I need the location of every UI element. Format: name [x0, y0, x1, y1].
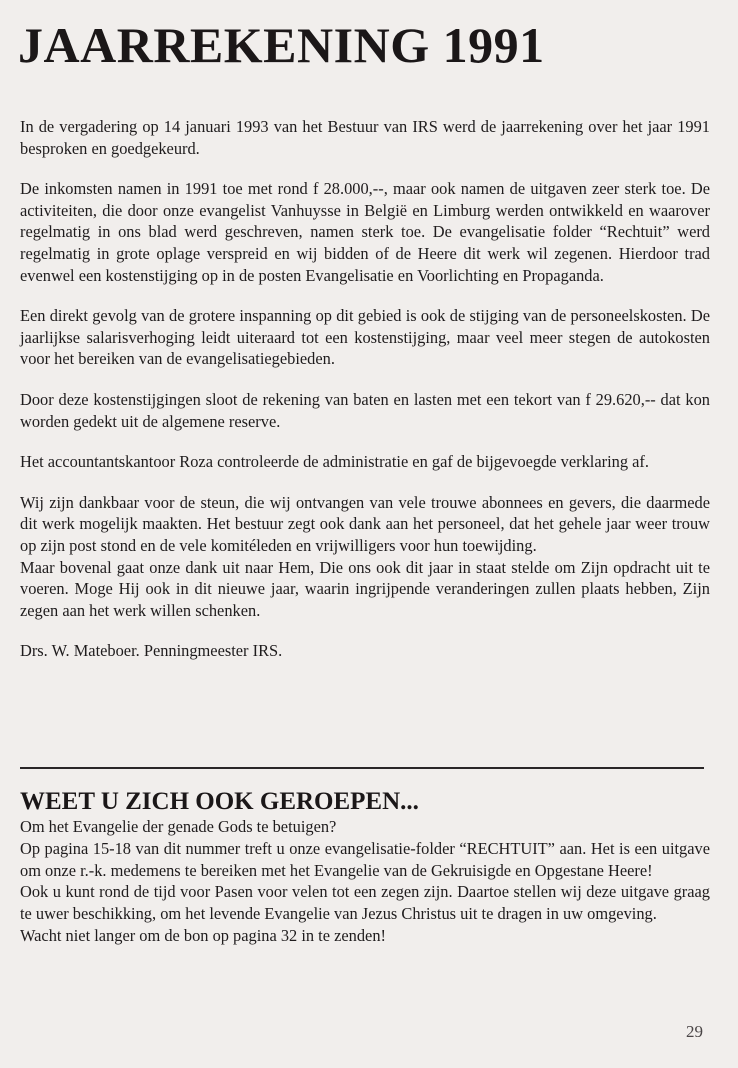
signature: Drs. W. Mateboer. Penningmeester IRS. [20, 641, 283, 661]
gratitude-paragraph: Maar bovenal gaat onze dank uit naar Hem, Die ons ook dit jaar in staat stelde om Zijn opdracht uit te voeren. Moge Hij ook in dit nieuwe jaar, waarin ingrijpende veranderingen zullen plaats hebben, Zijn zegen aan het werk willen schenken. [20, 557, 710, 620]
section-line: Ook u kunt rond de tijd voor Pasen voor velen tot een zegen zijn. Daartoe stellen wij deze uitgave graag te uwer beschikking, om het levende Evangelie van Jezus Christus uit te dragen in uw omgeving. [20, 882, 710, 924]
thanks-paragraph: Wij zijn dankbaar voor de steun, die wij ontvangen van vele trouwe abonnees en gevers, die daarmede dit werk mogelijk maakten. Het bestuur zegt ook dank aan het personeel, dat het gehele jaar weer trouw op zijn post stond en de vele komitéleden en vrijwilligers voor hun toewijding. [20, 492, 710, 555]
section-line: Op pagina 15-18 van dit nummer treft u onze evangelisatie-folder “RECHTUIT” aan. Het is een uitgave om onze r.-k. medemens te bereiken met het Evangelie van de Gekruisigde en Opgestane Heere! [20, 838, 710, 880]
section-title: WEET U ZICH OOK GEROEPEN... [20, 788, 419, 815]
section-line: Om het Evangelie der genade Gods te betuigen? [20, 817, 337, 836]
income-paragraph: De inkomsten namen in 1991 toe met rond f 28.000,--, maar ook namen de uitgaven zeer sterk toe. De activiteiten, die door onze evangelist Vanhuysse in België en Limburg werden ontwikkeld en waarover regelmatig in ons blad werd geschreven, namen sterk toe. De evangelisatie folder “Rechtuit” werd regelmatig in grote oplage verspreid en wij bidden of de Heere dit werk wil zegenen. Hierdoor trad evenwel een kostenstijging op in de posten Evangelisatie en Voorlichting en Propaganda. [20, 179, 710, 285]
section-body [20, 816, 710, 947]
page-title: JAARREKENING 1991 [18, 17, 545, 73]
personnel-costs-paragraph: Een direkt gevolg van de grotere inspanning op dit gebied is ook de stijging van de personeelskosten. De jaarlijkse salarisverhoging leidt uiteraard tot een kostenstijging, maar veel meer stegen de autokosten voor het bereiken van de evangelisatiegebieden. [20, 306, 710, 369]
section-divider [20, 767, 704, 769]
page-number: 29 [686, 1022, 703, 1041]
article-body [20, 116, 710, 662]
accountant-paragraph: Het accountantskantoor Roza controleerde de administratie en gaf de bijgevoegde verklaring af. [20, 452, 649, 472]
intro-paragraph: In de vergadering op 14 januari 1993 van het Bestuur van IRS werd de jaarrekening over het jaar 1991 besproken en goedgekeurd. [20, 117, 710, 158]
deficit-paragraph: Door deze kostenstijgingen sloot de rekening van baten en lasten met een tekort van f 29.620,-- dat kon worden gedekt uit de algemene reserve. [20, 389, 710, 431]
section-line: Wacht niet langer om de bon op pagina 32 in te zenden! [20, 925, 386, 945]
